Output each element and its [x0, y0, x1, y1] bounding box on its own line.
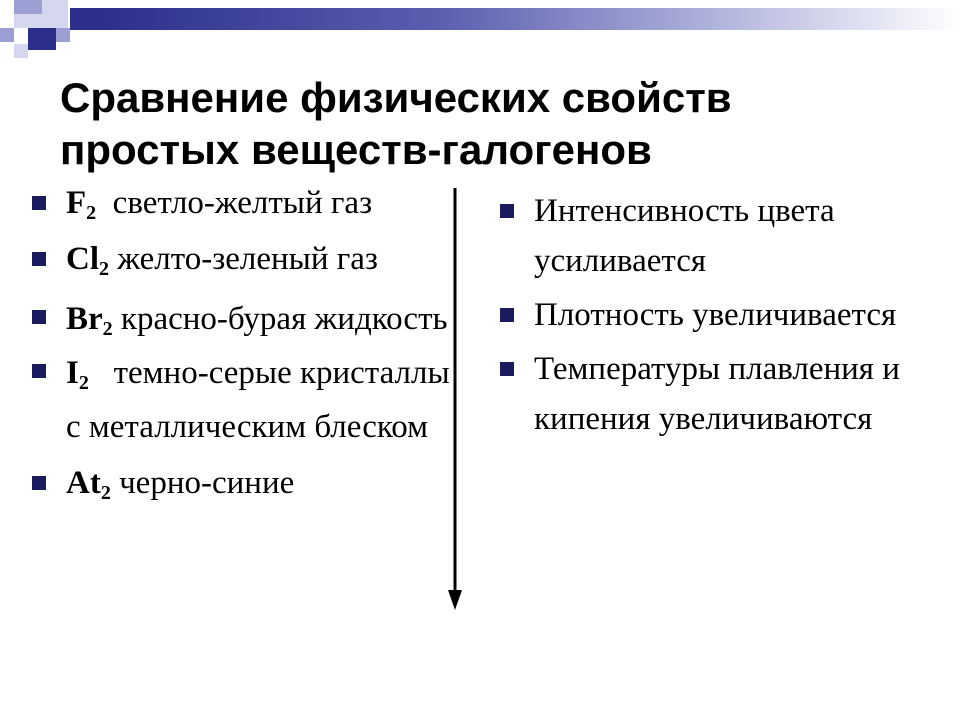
gradient-bar [96, 8, 960, 30]
halogen-item-br [32, 292, 472, 346]
decor-square [70, 8, 96, 30]
element-symbol: Br [66, 301, 103, 337]
element-symbol: At [66, 465, 101, 501]
element-description: черно-синие [119, 465, 295, 501]
element-subscript: 2 [99, 258, 109, 280]
element-description: желто-зеленый газ [117, 241, 378, 277]
decor-square [0, 28, 14, 42]
decor-square [56, 28, 70, 42]
trend-item-temperature: Температуры плавления и кипения увеличиваются [500, 344, 940, 444]
element-subscript: 2 [86, 202, 97, 224]
decor-square [42, 0, 68, 28]
element-description: светло-желтый газ [112, 185, 373, 221]
halogen-item-f [32, 178, 472, 228]
element-symbol: I [66, 355, 79, 391]
slide-title: Сравнение физических свойств простых веществ-галогенов [60, 74, 732, 173]
halogen-item-at [32, 458, 472, 508]
element-description: красно-бурая жидкость [120, 301, 448, 337]
element-symbol: Cl [66, 241, 99, 277]
element-symbol: F [66, 185, 87, 221]
halogen-item-i [32, 346, 472, 454]
decor-square [14, 44, 28, 58]
halogen-list [32, 178, 472, 508]
trend-list [500, 186, 940, 448]
element-subscript: 2 [78, 372, 89, 394]
element-subscript: 2 [100, 482, 111, 504]
halogen-item-cl [32, 234, 472, 284]
trend-item-color: Интенсивность цвета усиливается [500, 186, 940, 286]
element-description: темно-серые кристаллы с металлическим блеском [66, 355, 450, 445]
decor-square [14, 14, 42, 28]
element-subscript: 2 [102, 318, 113, 340]
down-arrow-icon [448, 188, 462, 610]
decor-square [14, 0, 42, 14]
decor-square [28, 28, 56, 50]
trend-item-density: Плотность увеличивается [500, 290, 940, 340]
